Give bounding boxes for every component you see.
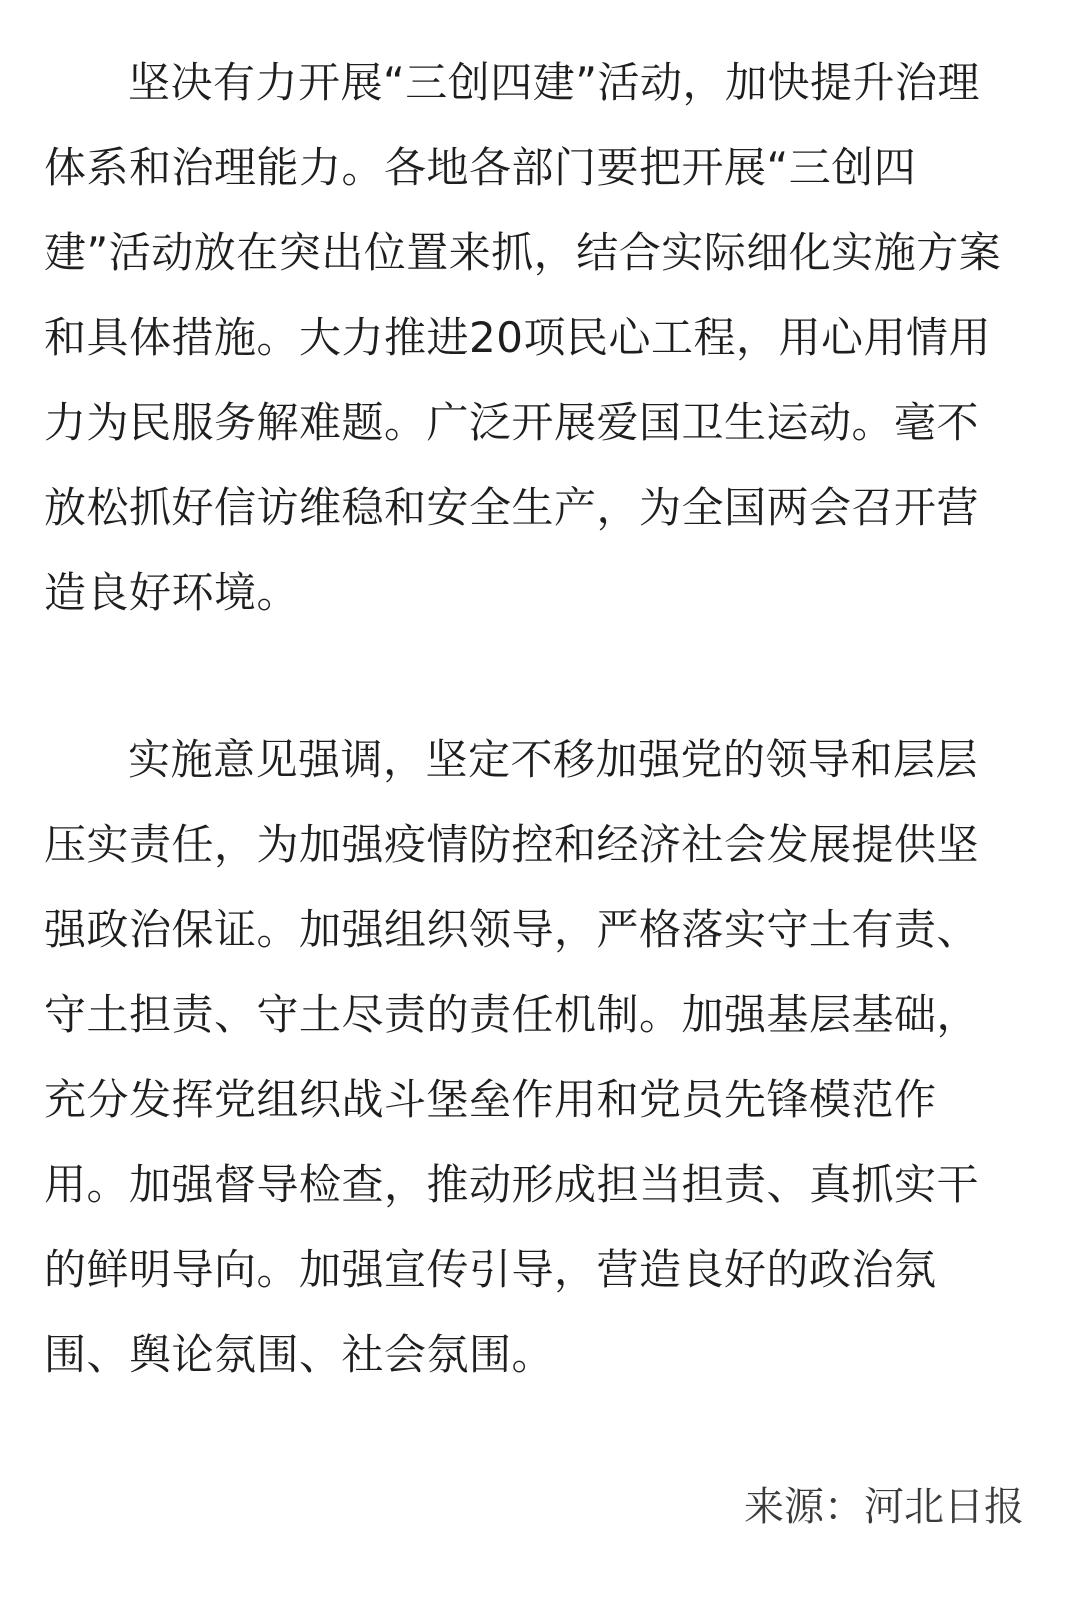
paragraph-2: 实施意见强调，坚定不移加强党的领导和层层压实责任，为加强疫情防控和经济社会发展提供坚强政治保证。加强组织领导，严格落实守土有责、守土担责、守土尽责的责任机制。加强基层基础，充分发挥党组织战斗堡垒作用和党员先锋模范作用。加强督导检查，推动形成担当担责、真抓实干的鲜明导向。加强宣传引导，营造良好的政治氛围、舆论氛围、社会氛围。 [44,735,980,1379]
article-body [44,40,1014,1397]
paragraph-1: 坚决有力开展“三创四建”活动，加快提升治理体系和治理能力。各地各部门要把开展“三创四建”活动放在突出位置来抓，结合实际细化实施方案和具体措施。大力推进20项民心工程，用心用情用力为民服务解难题。广泛开展爱国卫生运动。毫不放松抓好信访维稳和安全生产，为全国两会召开营造良好环境。 [44,58,1002,617]
source-credit: 来源：河北日报 [744,1484,1024,1530]
